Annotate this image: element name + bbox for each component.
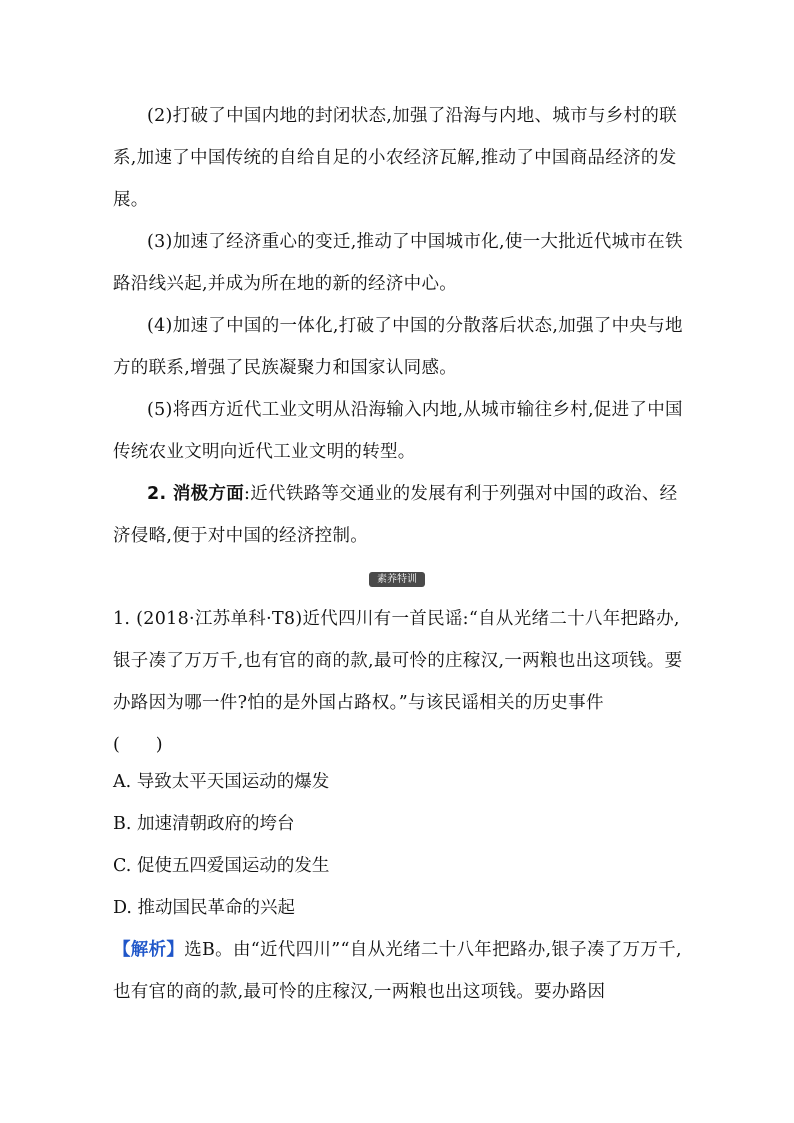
paragraph-point-3: (3)加速了经济重心的变迁,推动了中国城市化,使一大批近代城市在铁路沿线兴起,并成为所在地的新的经济中心。 bbox=[113, 232, 683, 294]
option-b: B. 加速清朝政府的垮台 bbox=[113, 814, 295, 834]
paragraph-point-5: (5)将西方近代工业文明从沿海输入内地,从城市输往乡村,促进了中国传统农业文明向近代工业文明的转型。 bbox=[113, 400, 683, 462]
negative-aspect-text: :近代铁路等交通业的发展有利于列强对中国的政治、经济侵略,便于对中国的经济控制。 bbox=[113, 484, 678, 546]
paragraph-point-2: (2)打破了中国内地的封闭状态,加强了沿海与内地、城市与乡村的联系,加速了中国传统的自给自足的小农经济瓦解,推动了中国商品经济的发展。 bbox=[113, 106, 677, 210]
analysis-text: 选B。由“近代四川”“自从光绪二十八年把路办,银子凑了万万千,也有官的商的款,最可怜的庄稼汉,一两粮也出这项钱。要办路因 bbox=[113, 940, 682, 1002]
question-stem: 1. (2018·江苏单科·T8)近代四川有一首民谣:“自从光绪二十八年把路办,银子凑了万万千,也有官的商的款,最可怜的庄稼汉,一两粮也出这项钱。要办路因为哪一件?怕的是外国占路权。”与该民谣相关的历史事件 ( ) bbox=[113, 609, 683, 755]
section-badge: 素养特训 bbox=[369, 572, 425, 587]
option-d: D. 推动国民革命的兴起 bbox=[113, 898, 296, 918]
analysis-paragraph bbox=[113, 929, 683, 1013]
option-c: C. 促使五四爱国运动的发生 bbox=[113, 856, 330, 876]
negative-aspect-label: 2. 消极方面 bbox=[147, 484, 245, 504]
analysis-tag: 【解析】 bbox=[113, 940, 185, 960]
paragraph-point-4: (4)加速了中国的一体化,打破了中国的分散落后状态,加强了中央与地方的联系,增强了民族凝聚力和国家认同感。 bbox=[113, 316, 683, 378]
option-a: A. 导致太平天国运动的爆发 bbox=[113, 772, 330, 792]
paragraph-negative-aspect bbox=[113, 473, 683, 557]
